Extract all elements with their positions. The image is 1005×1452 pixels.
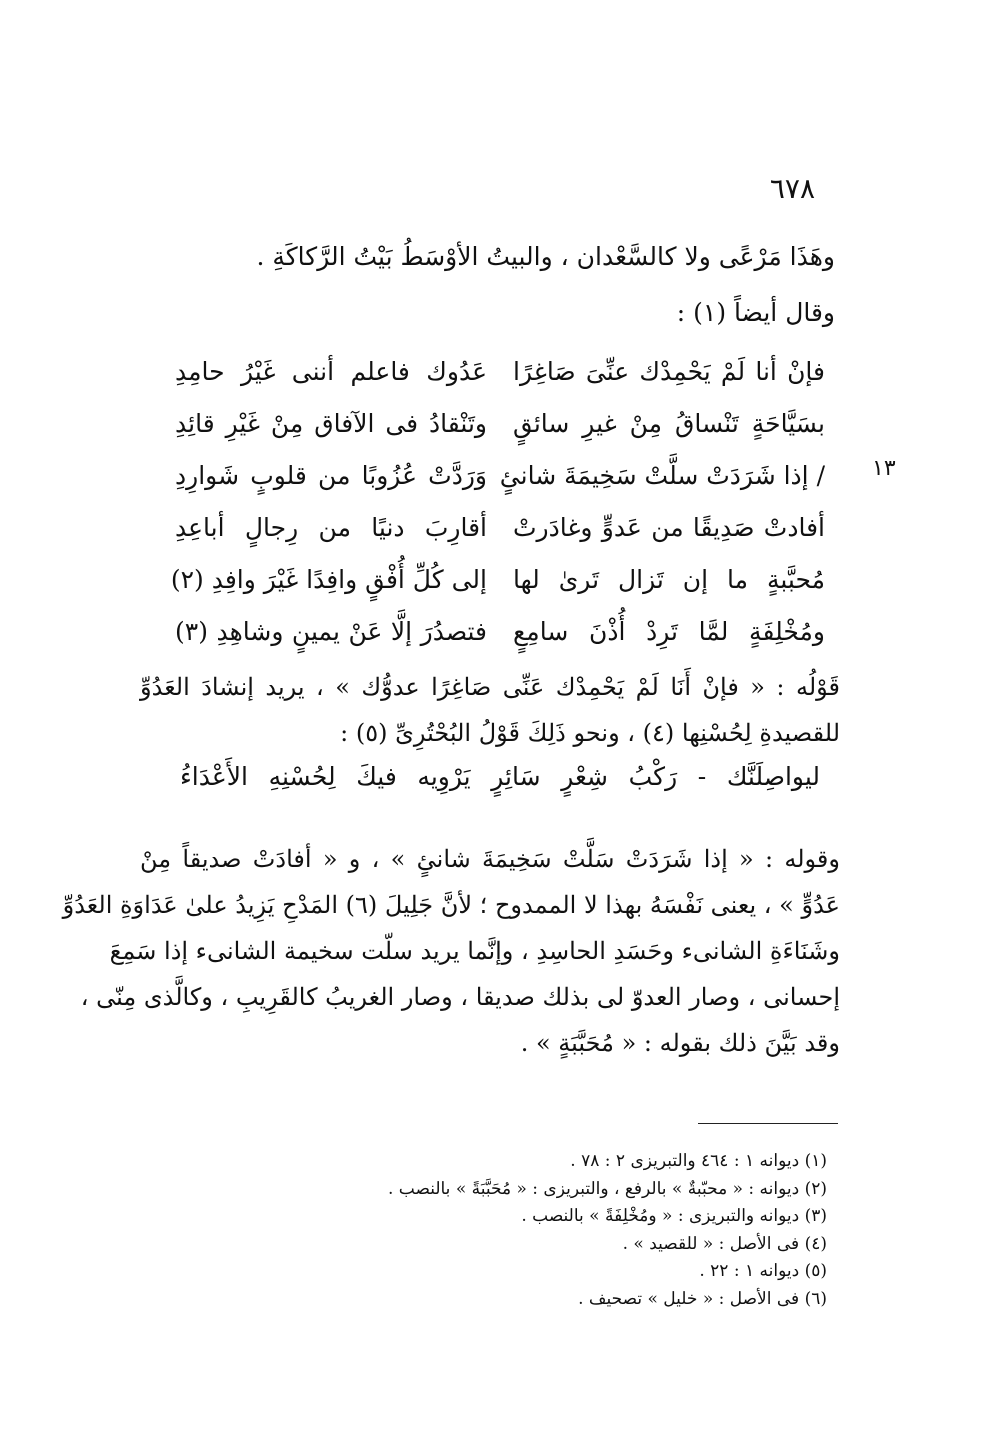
verse-second-hemistich: أقارِبَ دنيًا من رِجالٍ أباعِدِ [175,512,487,542]
verse-first-hemistich: ومُخْلِفَةٍ لمَّا تَرِدْ أُذْنَ سامِعٍ [513,616,825,646]
commentary-paragraph-2 [62,836,840,1066]
poem-verse-2 [175,397,825,449]
said-also-line: وقال أيضاً (١) : [676,298,835,327]
footnote: (٢) ديوانه : « محبّبةٌ » بالرفع ، والتبريزى : « مُحَبَّبَةً » بالنصب . [387,1178,827,1199]
verse-first-hemistich: فإنْ أنا لَمْ يَحْمِدْك عنِّىَ صَاغِرًا [513,356,825,386]
poem-verse-3 [175,449,825,501]
footnote: (٤) فى الأصل : « للقصيد » . [622,1233,827,1254]
verse-first-hemistich: مُحبَّبةٍ ما إن تَزال تَرىٰ لها [513,564,825,594]
verse-first-hemistich: بسَيَّاحَةٍ تَنْساقُ مِنْ غيرِ سائقٍ [513,408,825,438]
poem-verse-5 [170,553,825,605]
verse-second-hemistich: وَرَدَّتْ عُزُوبًا من قلوبٍ شَوارِدِ [175,460,487,490]
margin-line-number: ١٣ [872,456,896,481]
quoted-verse-first-hemistich: ليواصِلَنَّك - رَكْبُ شِعْرٍ سَائِرٍ [491,762,821,791]
poem-verse-4 [175,501,825,553]
verse-first-hemistich: / إذا شَرَدَتْ سلَّتْ سَخِيمَةَ شانئٍ [499,460,825,490]
poem-verse-6 [175,605,825,657]
commentary-line: وقوله : « إذا شَرَدَتْ سَلَّتْ سَخِيمَةَ شانئٍ » ، و « أفادَتْ صديقاً مِنْ [140,845,840,873]
commentary-line: وقد بَيَّنَ ذلك بقوله : « مُحَبَّبَةٍ » . [520,1029,840,1057]
commentary-line: قَوْلُه : « فإنْ أَنَا لَمْ يَحْمِدْك عَنِّى صَاغِرًا عدوُّك » ، يريد إنشادَ العَدُوِّ [140,673,840,701]
quoted-verse [180,762,820,791]
verse-second-hemistich: عَدُوك فاعلم أننى غَيْرُ حامِدِ [175,356,487,386]
commentary-line: وشَنَاءَةِ الشانىء وحَسَدِ الحاسِدِ ، وإنَّما يريد سلّت سخيمة الشانىء إذا سَمِعَ [109,937,840,965]
poem [170,345,825,657]
commentary-paragraph-1 [140,664,840,756]
intro-line: وهَذَا مَرْعًى ولا كالسَّعْدان ، والبيتُ الأوْسَطُ بَيْتُ الرَّكاكَةِ . [256,242,835,271]
verse-first-hemistich: أفادتْ صَدِيقًا من عَدوٍّ وغادَرتْ [513,512,825,542]
commentary-line: إحسانى ، وصار العدوّ لى بذلك صديقا ، وصار الغريبُ كالقَرِيبِ ، وكالَّذى مِنّى ، [80,983,840,1011]
footnote: (٦) فى الأصل : « خليل » تصحيف . [578,1288,827,1309]
commentary-line: للقصيدةِ لِحُسْنِها (٤) ، ونحو ذَلِكَ قَوْلُ البُحْتُرِىِّ (٥) : [340,719,840,747]
quoted-verse-second-hemistich: يَرْوِيه فيكَ لِحُسْنِهِ الأَعْدَاءُ [180,762,471,791]
verse-second-hemistich: فتصدُرَ إلَّا عَنْ يمينٍ وشاهِدِ (٣) [175,616,487,646]
page-number: ٦٧٨ [769,172,815,205]
poem-verse-1 [175,345,825,397]
footnote-divider [698,1123,838,1124]
footnote: (١) ديوانه ١ : ٤٦٤ والتبريزى ٢ : ٧٨ . [570,1151,827,1171]
footnote: (٥) ديوانه ١ : ٢٢ . [699,1261,827,1281]
verse-second-hemistich: وتَنْقادُ فى الآفاق مِنْ غَيْرِ قائِدِ [175,408,487,438]
commentary-line: عَدُوٍّ » ، يعنى نَفْسَهُ بهذا لا الممدوح ؛ لأنَّ جَلِيلَ (٦) المَدْحِ يَزِيدُ علىٰ عَدَاوَةِ العَدُوِّ [62,891,840,919]
footnote: (٣) ديوانه والتبريزى : « ومُخْلِفَةً » بالنصب . [521,1206,827,1226]
footnotes [187,1148,827,1313]
verse-second-hemistich: إلى كُلِّ أُفْقٍ وافِدًا غَيْرَ وافِدِ (٢) [170,564,487,594]
